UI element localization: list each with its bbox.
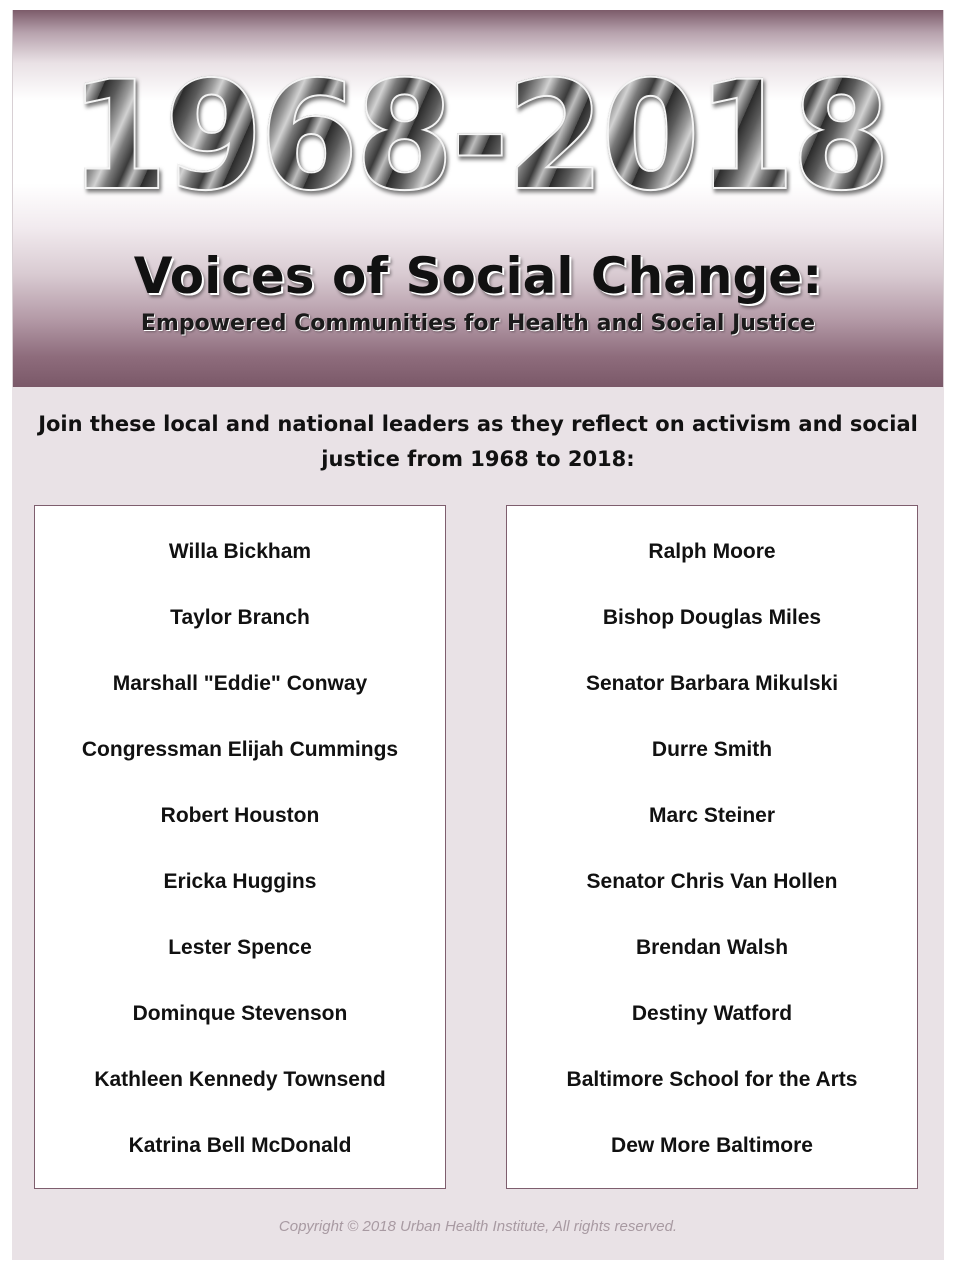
speaker-name: Senator Chris Van Hollen — [586, 870, 838, 893]
copyright-footer: Copyright © 2018 Urban Health Institute, All rights reserved. — [278, 1218, 678, 1235]
speaker-name: Kathleen Kennedy Townsend — [94, 1068, 386, 1091]
speaker-list-right — [507, 506, 917, 1192]
speaker-name: Durre Smith — [651, 738, 773, 761]
banner-years-graphic: 1968-2018 — [36, 52, 920, 222]
speaker-name: Senator Barbara Mikulski — [585, 672, 839, 695]
speaker-name: Baltimore School for the Arts — [566, 1068, 858, 1091]
email-page — [12, 10, 944, 1260]
speaker-name: Dominque Stevenson — [132, 1002, 348, 1025]
speaker-name: Robert Houston — [160, 804, 320, 827]
intro-text: Join these local and national leaders as they reflect on activism and social justice from 1968 to 2018: — [38, 412, 918, 471]
banner-title: Voices of Social Change: — [133, 247, 823, 305]
speakers-card-right — [506, 505, 918, 1189]
speaker-name: Destiny Watford — [631, 1002, 793, 1025]
speaker-name: Ralph Moore — [648, 540, 776, 563]
speaker-name: Brendan Walsh — [635, 936, 789, 959]
speakers-card-left — [34, 505, 446, 1189]
speaker-name: Katrina Bell McDonald — [128, 1134, 352, 1157]
speaker-name: Marc Steiner — [648, 804, 776, 827]
header-banner — [12, 10, 944, 387]
banner-subtitle: Empowered Communities for Health and Social Justice — [140, 311, 816, 336]
speaker-name: Lester Spence — [168, 936, 312, 959]
speaker-name: Dew More Baltimore — [611, 1134, 813, 1157]
speaker-name: Ericka Huggins — [163, 870, 317, 893]
speaker-name: Marshall "Eddie" Conway — [112, 672, 368, 695]
speaker-name: Congressman Elijah Cummings — [81, 738, 399, 761]
speaker-name: Willa Bickham — [168, 540, 312, 563]
speaker-name: Taylor Branch — [170, 606, 310, 629]
speaker-name: Bishop Douglas Miles — [602, 606, 822, 629]
speaker-list-left — [35, 506, 445, 1192]
